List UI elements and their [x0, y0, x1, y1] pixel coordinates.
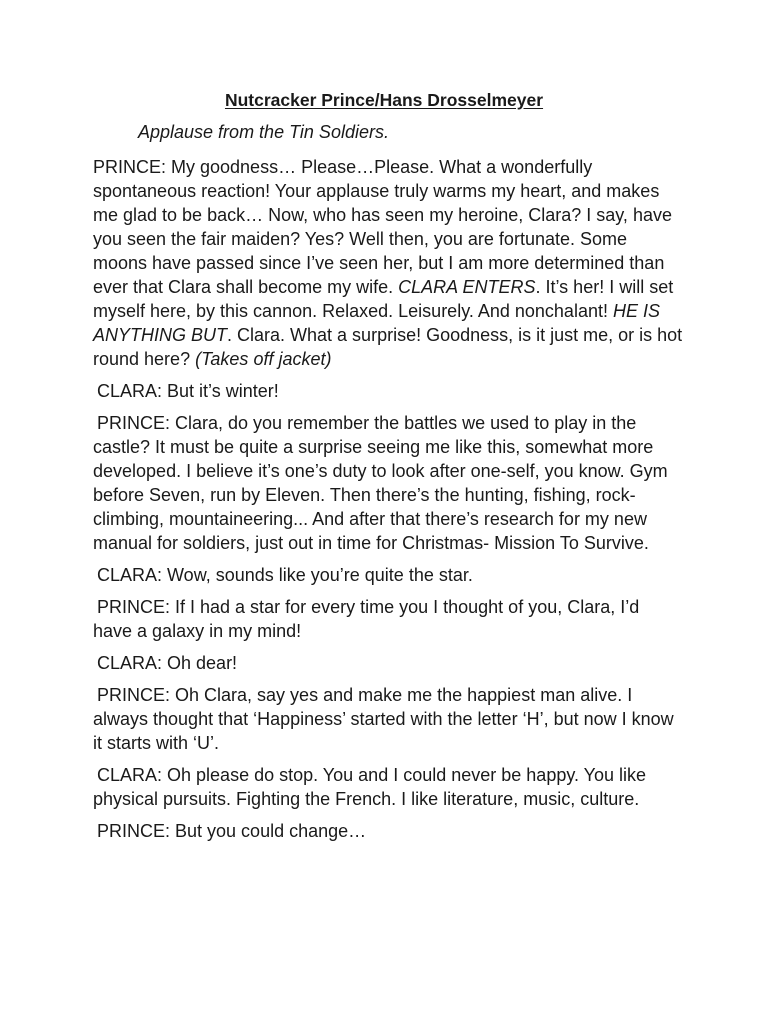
dialogue-paragraph	[93, 651, 683, 675]
dialogue-text: CLARA: Oh please do stop. You and I could never be happy. You like physical pursuits. Fighting the French. I like literature, music, culture.	[93, 765, 647, 809]
dialogue-paragraph	[93, 563, 683, 587]
stage-direction-text: HE IS ANYTHING BUT	[93, 301, 660, 345]
dialogue-paragraph	[93, 411, 683, 555]
dialogue-paragraph	[93, 819, 683, 843]
dialogue-text: PRINCE: Clara, do you remember the battles we used to play in the castle? It must be quite a surprise seeing me like this, somewhat more developed. I believe it’s one’s duty to look after one-self, you know. Gym before Seven, run by Eleven. Then there’s the hunting, fishing, rock-climbing, mountaineering... And after that there’s research for my new manual for soldiers, just out in time for Christmas- Mission To Survive.	[93, 413, 668, 553]
dialogue-text: CLARA: Wow, sounds like you’re quite the star.	[97, 565, 473, 585]
document-title: Nutcracker Prince/Hans Drosselmeyer	[224, 90, 544, 110]
opening-stage-direction: Applause from the Tin Soldiers.	[138, 122, 389, 142]
dialogue-text: PRINCE: But you could change…	[97, 821, 367, 841]
dialogue-text: . It’s her! I will set myself here, by this cannon. Relaxed. Leisurely. And nonchalant!	[93, 277, 674, 321]
dialogue-text: CLARA: Oh dear!	[97, 653, 238, 673]
dialogue-paragraph	[93, 763, 683, 811]
dialogue-paragraph	[93, 155, 683, 371]
dialogue-paragraph	[93, 683, 683, 755]
stage-direction-text: CLARA ENTERS	[398, 277, 536, 297]
dialogue-text: PRINCE: If I had a star for every time you I thought of you, Clara, I’d have a galaxy in my mind!	[93, 597, 640, 641]
dialogue-text: PRINCE: Oh Clara, say yes and make me the happiest man alive. I always thought that ‘Happiness’ started with the letter ‘H’, but now I know it starts with ‘U’.	[93, 685, 674, 753]
script-body	[93, 155, 683, 851]
stage-direction-text: (Takes off jacket)	[195, 349, 332, 369]
dialogue-text: PRINCE: My goodness… Please…Please. What a wonderfully spontaneous reaction! Your applause truly warms my heart, and makes me glad to be back… Now, who has seen my heroine, Clara? I say, have you seen the fair maiden? Yes? Well then, you are fortunate. Some moons have passed since I’ve seen her, but I am more determined than ever that Clara shall become my wife.	[93, 157, 672, 297]
dialogue-paragraph	[93, 379, 683, 403]
dialogue-text: . Clara. What a surprise! Goodness, is it just me, or is hot round here?	[93, 325, 683, 369]
dialogue-text: CLARA: But it’s winter!	[97, 381, 279, 401]
dialogue-paragraph	[93, 595, 683, 643]
